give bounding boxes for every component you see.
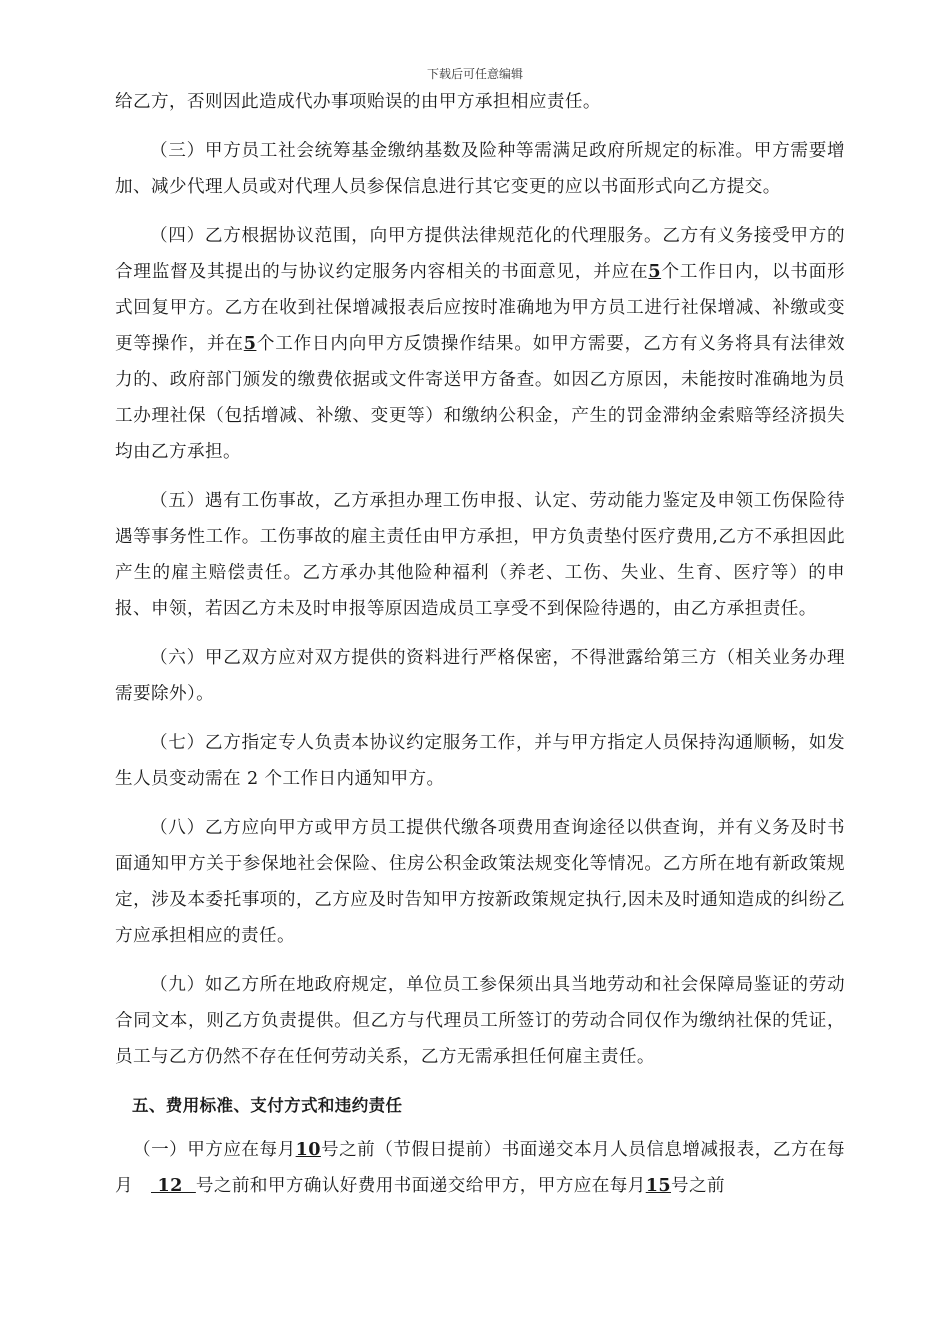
clause-7: （七）乙方指定专人负责本协议约定服务工作，并与甲方指定人员保持沟通顺畅，如发生人员变动需在 2 个工作日内通知甲方。 <box>115 733 845 789</box>
fee-text-c: 号之前和甲方确认好费用书面递交给甲方，甲方应在每月 <box>195 1176 646 1196</box>
clause-4-text-c: 个工作日内向甲方反馈操作结果。如甲方需要，乙方有义务将具有法律效力的、政府部门颁发的缴费依据或文件寄送甲方备查。如因乙方原因，未能按时准确地为员工办理社保（包括增减、补缴、变更等）和缴纳公积金，产生的罚金滞纳金索赔等经济损失均由乙方承担。 <box>115 334 845 462</box>
clause-4-text-a: （四）乙方根据协议范围，向甲方提供法律规范化的代理服务。乙方有义务接受甲方的合理监督及其提出的与协议约定服务内容相关的书面意见，并应在 <box>115 226 845 282</box>
fee-day-submit: 10 <box>295 1139 321 1160</box>
clause-4 <box>115 218 845 470</box>
page-header: 下载后可任意编辑 <box>426 67 523 81</box>
clause-6: （六）甲乙双方应对双方提供的资料进行严格保密，不得泄露给第三方（相关业务办理需要除外）。 <box>115 648 845 704</box>
paragraph-continuation: 给乙方，否则因此造成代办事项贻误的由甲方承担相应责任。 <box>115 92 601 112</box>
fee-day-pay: 15 <box>645 1175 672 1196</box>
clause-8: （八）乙方应向甲方或甲方员工提供代缴各项费用查询途径以供查询，并有义务及时书面通知甲方关于参保地社会保险、住房公积金政策法规变化等情况。乙方所在地有新政策规定，涉及本委托事项的，乙方应及时告知甲方按新政策规定执行,因未及时通知造成的纠纷乙方应承担相应的责任。 <box>115 818 845 946</box>
section-5-clause-1 <box>115 1132 845 1204</box>
clause-4-days-2: 5 <box>243 333 257 354</box>
fee-text-d: 号之前 <box>671 1176 725 1196</box>
section-5-title: 五、费用标准、支付方式和违约责任 <box>132 1096 403 1115</box>
clause-9: （九）如乙方所在地政府规定，单位员工参保须出具当地劳动和社会保障局鉴证的劳动合同文本，则乙方负责提供。但乙方与代理员工所签订的劳动合同仅作为缴纳社保的凭证，员工与乙方仍然不存在任何劳动关系，乙方无需承担任何雇主责任。 <box>115 975 845 1067</box>
fee-text-a: （一）甲方应在每月 <box>133 1140 296 1160</box>
fee-day-confirm: 12 <box>151 1175 196 1196</box>
clause-4-days-1: 5 <box>648 261 662 282</box>
clause-5: （五）遇有工伤事故，乙方承担办理工伤申报、认定、劳动能力鉴定及申领工伤保险待遇等事务性工作。工伤事故的雇主责任由甲方承担，甲方负责垫付医疗费用,乙方不承担因此产生的雇主赔偿责任。乙方承办其他险种福利（养老、工伤、失业、生育、医疗等）的申报、申领，若因乙方未及时申报等原因造成员工享受不到保险待遇的，由乙方承担责任。 <box>115 491 845 619</box>
clause-4-text-b: 个工作日内，以书面形式回复甲方。乙方在收到社保增减报表后应按时准确地为甲方员工进行社保增减、补缴或变更等操作，并在 <box>115 262 845 354</box>
clause-3: （三）甲方员工社会统筹基金缴纳基数及险种等需满足政府所规定的标准。甲方需要增加、减少代理人员或对代理人员参保信息进行其它变更的应以书面形式向乙方提交。 <box>115 141 845 197</box>
document-body <box>115 84 845 1217</box>
fee-text-b: 号之前（节假日提前）书面递交本月人员信息增减报表，乙方在每月 <box>115 1140 845 1196</box>
